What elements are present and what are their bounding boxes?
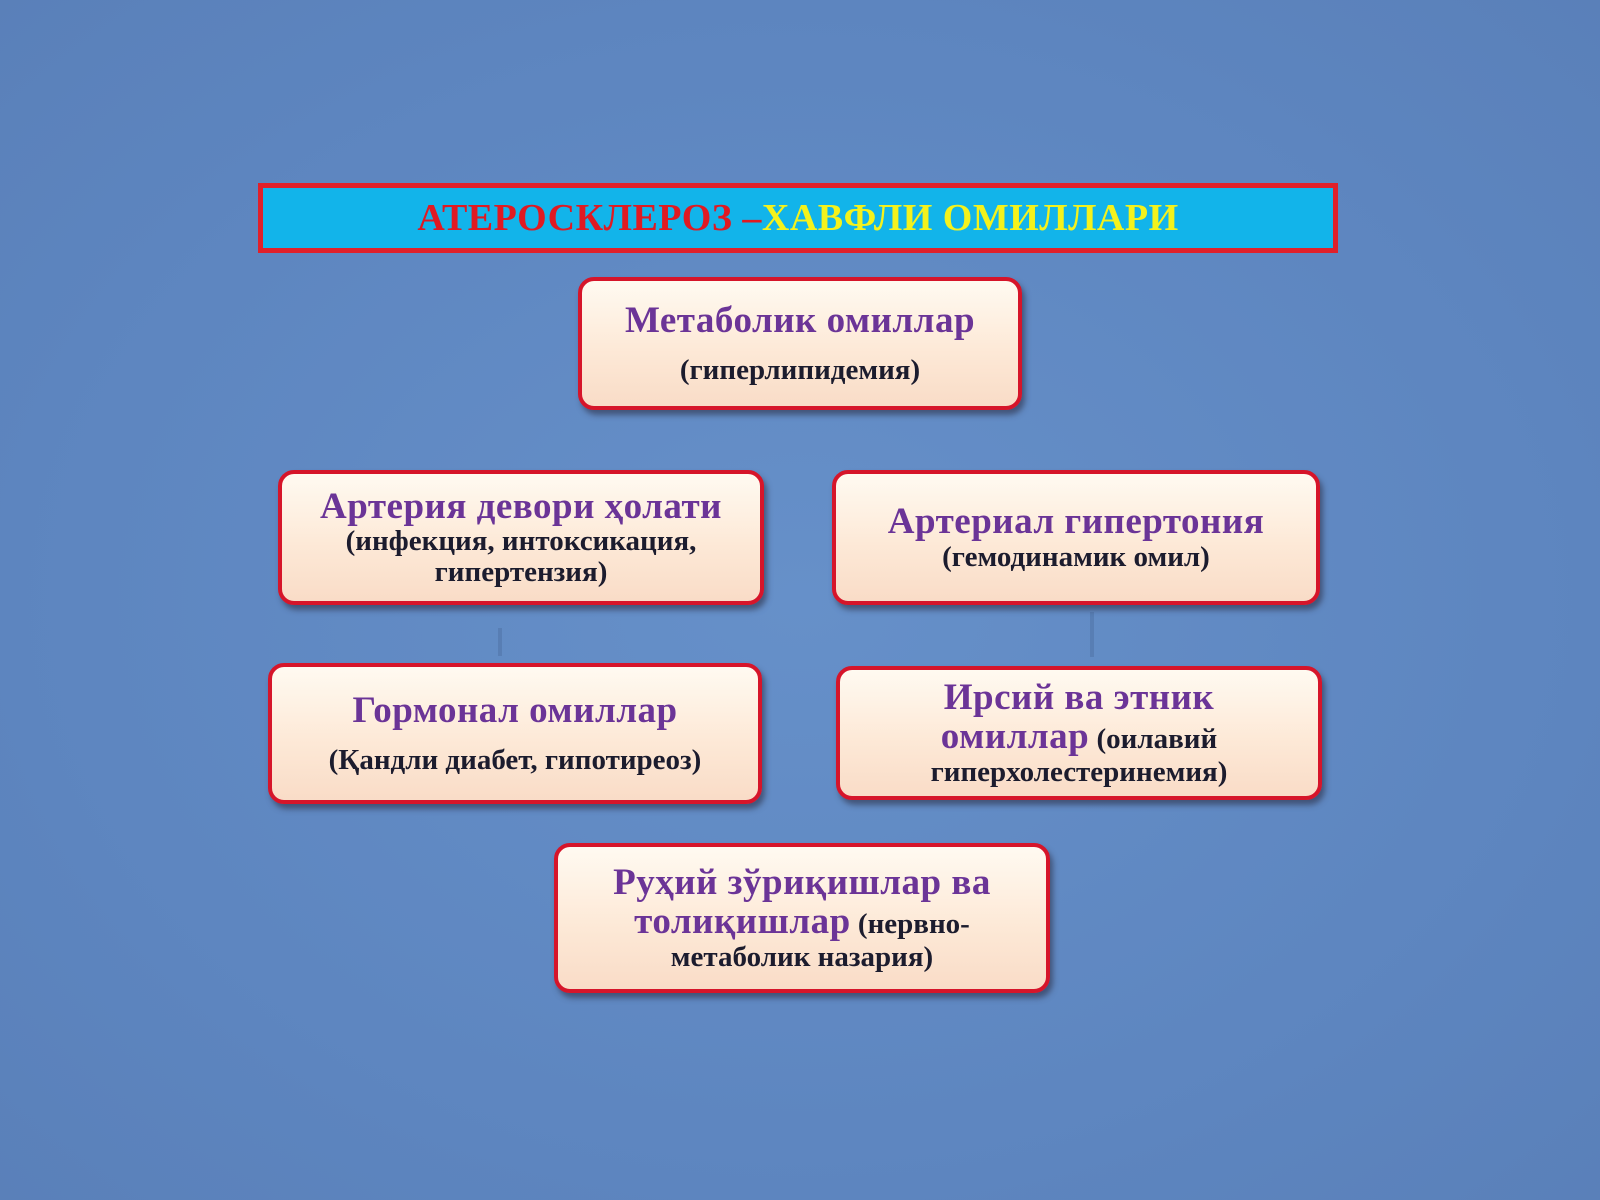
factor-detail: (Қандли диабет, гипотиреоз) [328, 743, 702, 776]
factor-heading: Руҳий зўриқишлар ва [613, 861, 991, 903]
factor-detail: (нервно- [850, 907, 970, 940]
factor-heading-row [634, 900, 970, 942]
factor-detail: (инфекция, интоксикация, [345, 525, 697, 558]
factor-heading: Ирсий ва этник [943, 676, 1215, 718]
connector-line [498, 628, 502, 656]
factor-heading: Гормонал омиллар [352, 689, 678, 731]
factor-detail: (гемодинамик омил) [942, 540, 1210, 573]
connector-line [1090, 612, 1094, 657]
factor-box-heredity [836, 666, 1322, 800]
factor-detail: гиперхолестеринемия) [930, 755, 1228, 788]
factor-heading: омиллар [940, 715, 1090, 757]
title-banner [258, 183, 1338, 253]
factor-box-psychological [554, 843, 1050, 993]
factor-box-metabolic [578, 277, 1022, 410]
factor-heading: Метаболик омиллар [624, 299, 976, 341]
factor-heading: Артерия девори ҳолати [320, 485, 722, 527]
factor-heading: Артериал гипертония [887, 500, 1265, 542]
factor-box-hypertension [832, 470, 1320, 605]
factor-heading: толиқишлар [634, 900, 851, 942]
title-atherosclerosis: АТЕРОСКЛЕРОЗ – [417, 197, 762, 239]
factor-detail: метаболик назария) [670, 940, 934, 973]
factor-box-arterial-wall [278, 470, 764, 605]
factor-detail: (оилавий [1089, 722, 1218, 755]
title-risk-factors: ХАВФЛИ ОМИЛЛАРИ [761, 197, 1179, 239]
factor-heading-row [940, 715, 1218, 757]
factor-box-hormonal [268, 663, 762, 804]
factor-detail: (гиперлипидемия) [679, 353, 921, 386]
factor-detail: гипертензия) [434, 555, 608, 588]
